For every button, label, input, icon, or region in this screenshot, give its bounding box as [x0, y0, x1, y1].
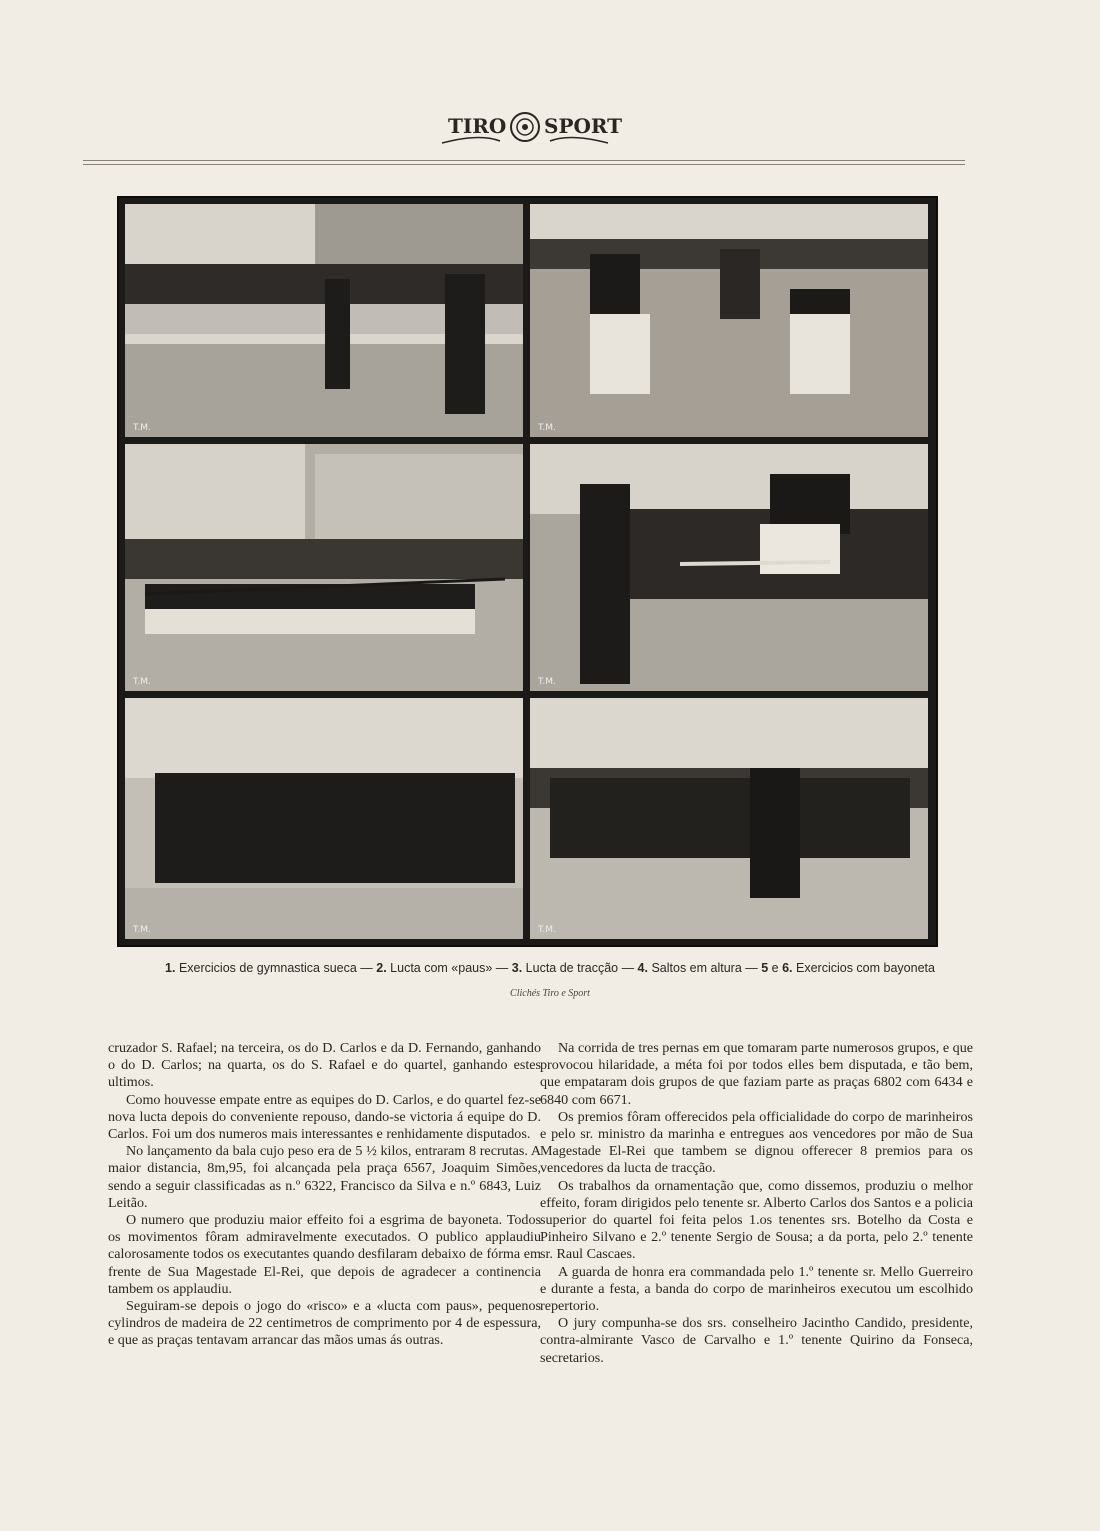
caption-text-6: Exercicios com bayoneta: [792, 961, 935, 975]
caption-number-3: 3.: [511, 961, 523, 975]
article-column-left: [108, 1040, 541, 1350]
caption-number-2: 2.: [376, 961, 387, 975]
paragraph: Seguiram-se depois o jogo do «risco» e a «lucta com paus», pequenos cylindros de madeira de 22 centimetros de comprimento por 4 de espessura, e que as praças tentavam arrancar das mãos umas ás outras.: [108, 1298, 541, 1349]
paragraph: Como houvesse empate entre as equipes do D. Carlos, e do quartel fez-se nova lucta depois do conveniente repouso, dando-se victoria á equipe do D. Carlos. Foi um dos numeros mais interessantes e renhidamente disputados.: [108, 1091, 541, 1143]
photographer-mark: T.M.: [133, 925, 151, 935]
figure-caption: [0, 961, 1100, 975]
paragraph: Os trabalhos da ornamentação que, como dissemos, produziu o melhor effeito, foram dirigidos pelo tenente sr. Alberto Carlos dos Santos e a policia superior do quartel foi feita pelos 1.os tenentes srs. Botelho da Costa e Pinheiro Silvano e 2.º tenente Sergio de Sousa; a da porta, pelo 2.º tenente sr. Raul Cascaes.: [540, 1177, 973, 1263]
svg-text:TIRO: TIRO: [448, 114, 507, 138]
masthead-rule-top: [83, 160, 965, 161]
caption-text-2: Lucta com «paus» —: [386, 961, 512, 975]
photo-credit: Clichés Tiro e Sport: [510, 988, 590, 999]
photo-3-tug-of-war: [125, 444, 523, 691]
photo-5-bayonet-drill: [125, 698, 523, 939]
caption-text-5: e: [768, 961, 783, 975]
photo-1-swedish-gymnastics: [125, 204, 523, 437]
paragraph: O numero que produziu maior effeito foi a esgrima de bayoneta. Todos os movimentos fôram admiravelmente executados. O publico applaudiu calorosamente todos os executantes quando desfilaram debaixo de fórma em frente de Sua Magestade El-Rei, que depois de agradecer a continencia tambem os applaudiu.: [108, 1212, 541, 1297]
article-column-right: [540, 1040, 973, 1367]
caption-number-6: 6.: [782, 961, 793, 975]
masthead-rule-bottom: [83, 164, 965, 165]
caption-text-3: Lucta de tracção —: [522, 961, 638, 975]
caption-number-4: 4.: [637, 961, 648, 975]
caption-text-1: Exercicios de gymnastica sueca —: [175, 961, 377, 975]
photo-2-stick-wrestling: [530, 204, 928, 437]
svg-text:SPORT: SPORT: [544, 114, 623, 138]
paragraph: Os premios fôram offerecidos pela officialidade do corpo de marinheiros e pelo sr. ministro da marinha e entregues aos vencedores por mão de Sua Magestade El-Rei que tambem se dignou offerecer 8 premios para os vencedores da lucta de tracção.: [540, 1108, 973, 1177]
photo-6-bayonet-drill: [530, 698, 928, 939]
photographer-mark: T.M.: [538, 677, 556, 687]
paragraph: Na corrida de tres pernas em que tomaram parte numerosos grupos, e que provocou hilaridade, a méta foi por todos elles bem disputada, e tão bem, que empataram dois grupos de que faziam parte as praças 6802 com 6434 e 6840 com 6671.: [540, 1040, 973, 1108]
paragraph: O jury compunha-se dos srs. conselheiro Jacintho Candido, presidente, contra-almirante Vasco de Carvalho e 1.º tenente Quirino da Fonseca, secretarios.: [540, 1315, 973, 1366]
photographer-mark: T.M.: [133, 677, 151, 687]
photographer-mark: T.M.: [133, 423, 151, 433]
caption-number-5: 5: [761, 961, 769, 975]
paragraph: A guarda de honra era commandada pelo 1.º tenente sr. Mello Guerreiro e durante a festa, a banda do corpo de marinheiros executou um escolhido repertorio.: [540, 1263, 973, 1315]
paragraph: cruzador S. Rafael; na terceira, os do D. Carlos e da D. Fernando, ganhando o do D. Carlos; na quarta, os do S. Rafael e do quartel, ganhando estes ultimos.: [108, 1040, 541, 1091]
photo-plate: [117, 196, 938, 947]
paragraph: No lançamento da bala cujo peso era de 5 ½ kilos, entraram 8 recrutas. A maior distancia, 8m,95, foi alcançada pela praça 6567, Joaquim Simões, sendo a seguir classificadas as n.º 6322, Francisco da Silva e n.º 6843, Luiz Leitão.: [108, 1143, 541, 1211]
photo-4-high-jump: [530, 444, 928, 691]
photographer-mark: T.M.: [538, 423, 556, 433]
photographer-mark: T.M.: [538, 925, 556, 935]
caption-number-1: 1.: [165, 961, 176, 975]
caption-text-4: Saltos em altura —: [647, 961, 762, 975]
masthead-logo: [440, 103, 623, 149]
